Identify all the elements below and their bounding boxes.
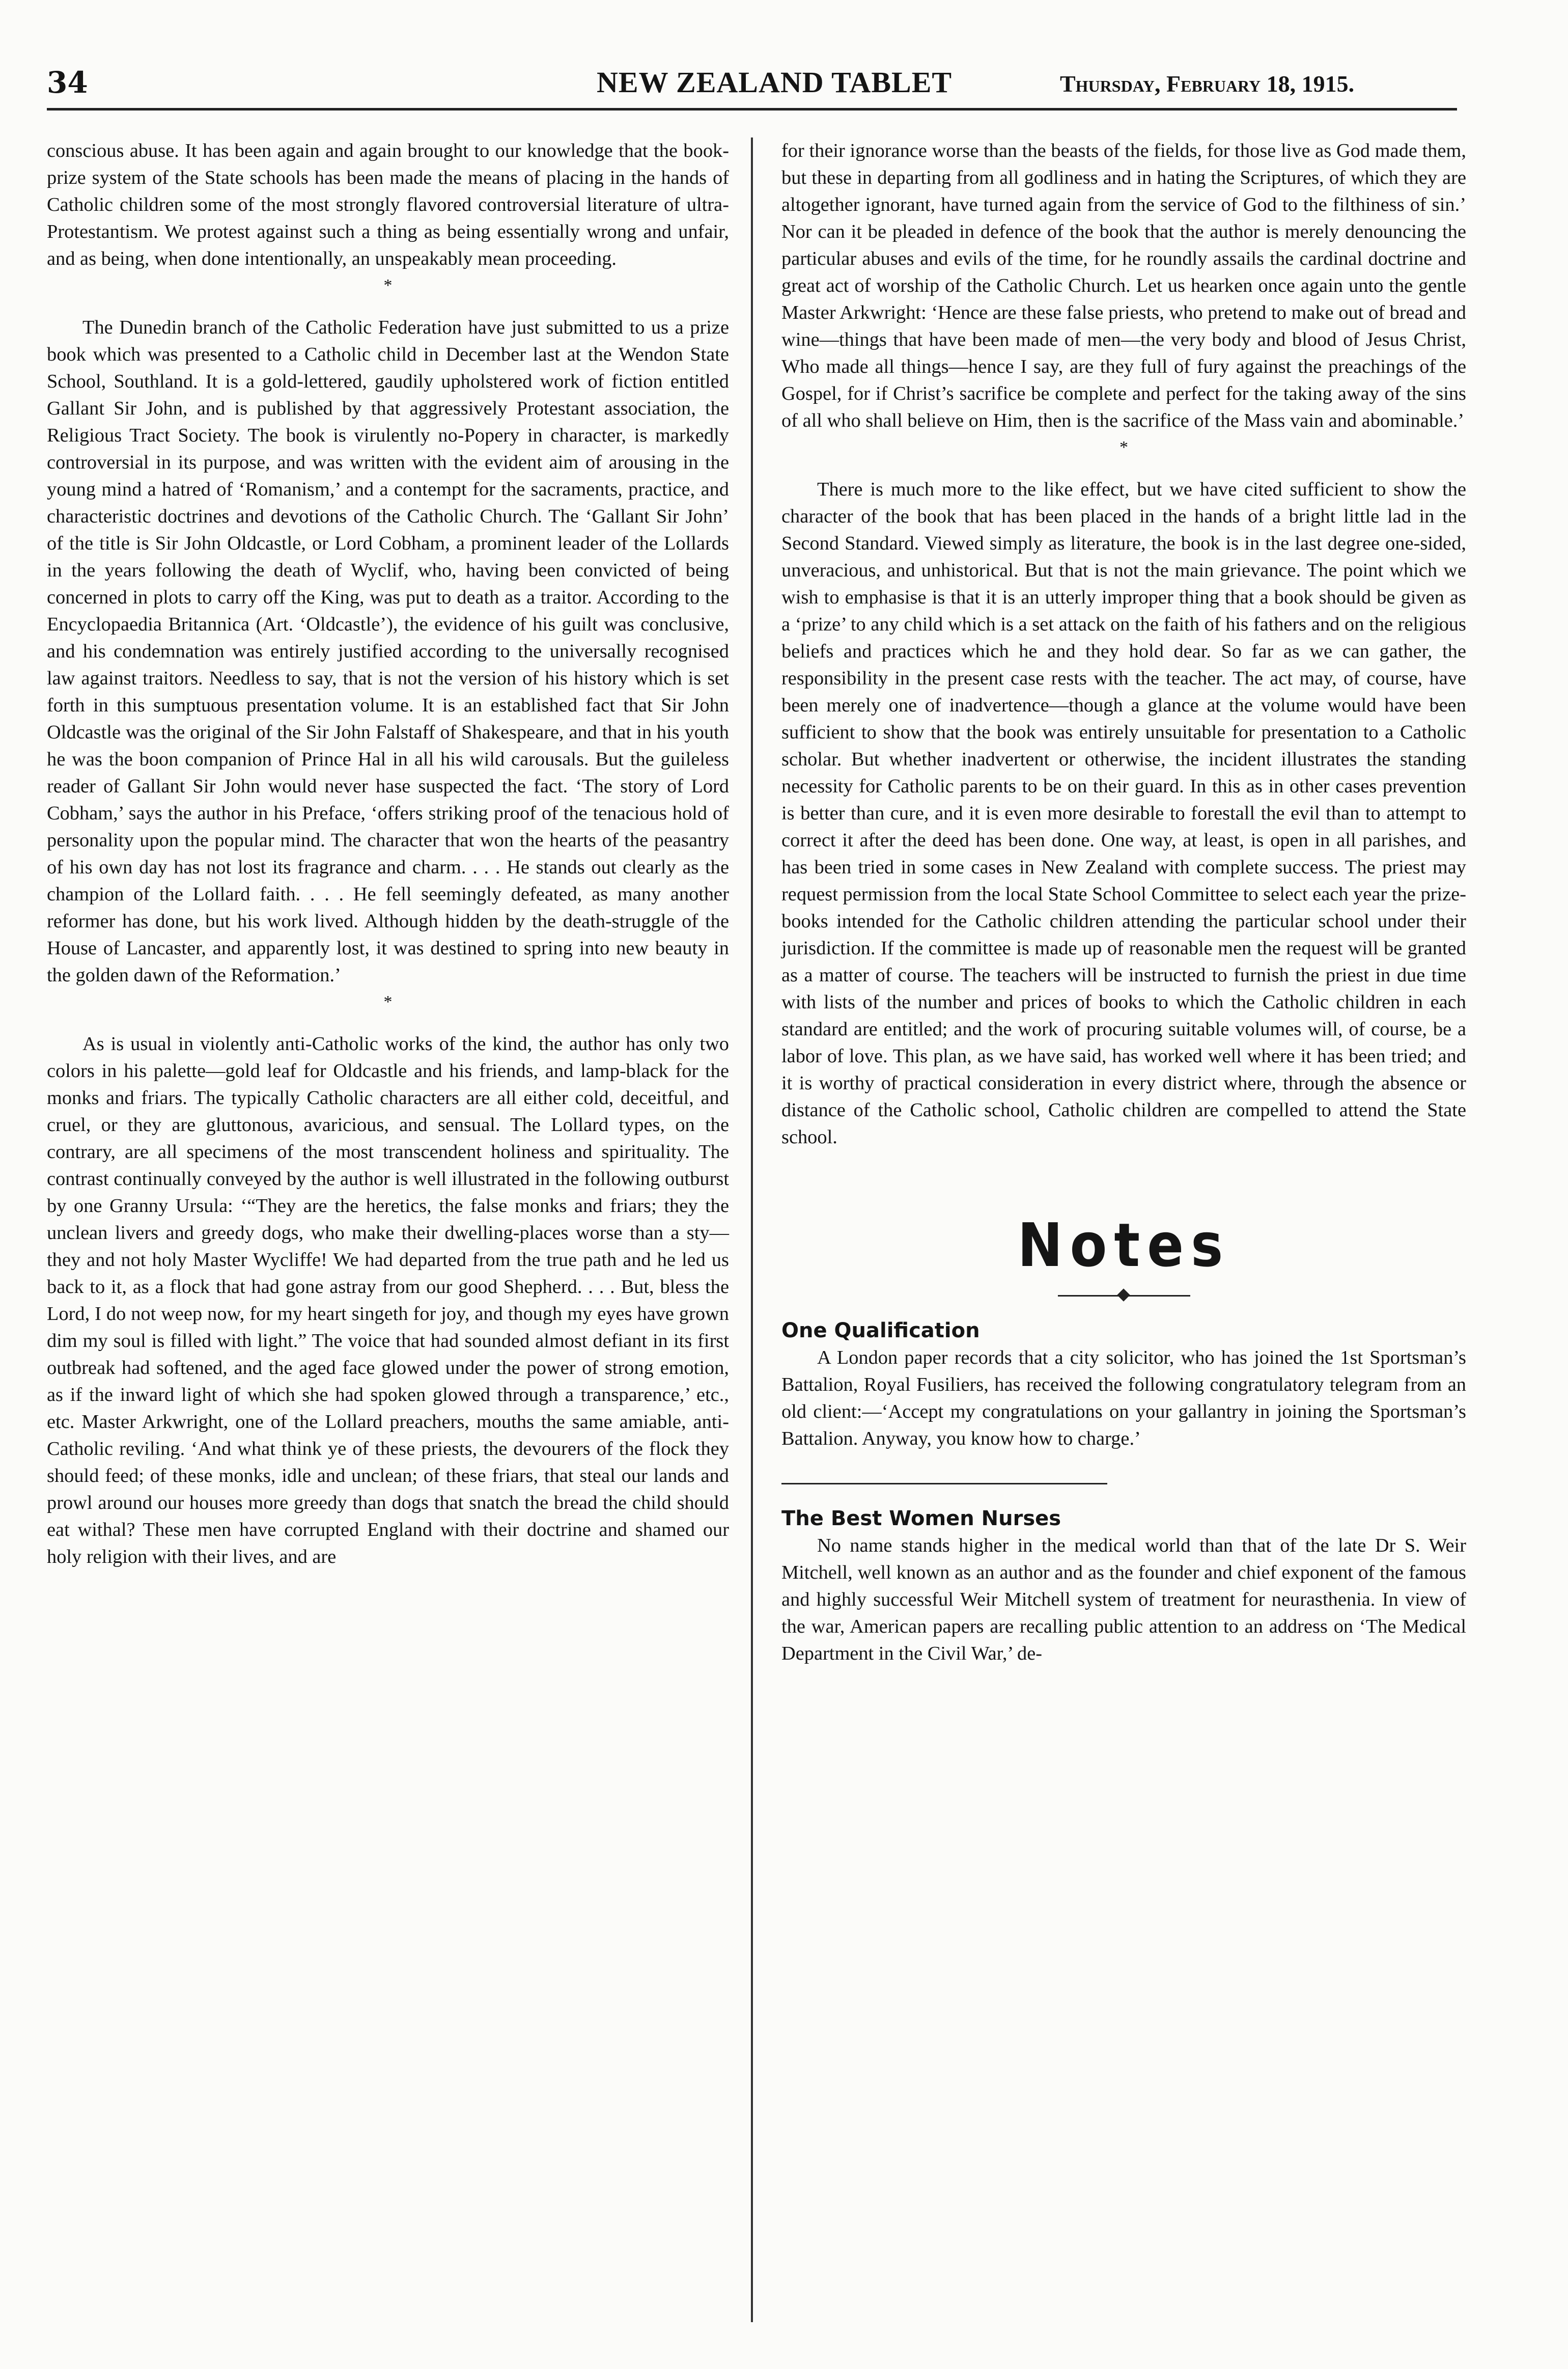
column-rule: [751, 137, 753, 2322]
article-paragraph: conscious abuse. It has been again and again brought to our knowledge that the book-prize system of the State schools has been made the means of placing in the hands of Catholic children some of the most strongly flavored controversial literature of ultra-Protestantism. We protest against such a thing as being essentially wrong and unfair, and as being, when done intentionally, an unspeakably mean proceeding.: [47, 140, 729, 269]
note-paragraph: No name stands higher in the medical world than that of the late Dr S. Weir Mitchell, well known as an author and as the founder and chief exponent of the famous and highly successful Weir Mitchell system of treatment for neurasthenia. In view of the war, American papers are recalling public attention to an address on ‘The Medical Department in the Civil War,’ de-: [781, 1535, 1466, 1664]
note-paragraph: A London paper records that a city solicitor, who has joined the 1st Sportsman’s Battalion, Royal Fusiliers, has received the following congratulatory telegram from an old client:—‘Accept my congratulations on your gallantry in joining the Sportsman’s Battalion. Anyway, you know how to charge.’: [781, 1347, 1466, 1449]
notes-heading: Notes: [1017, 1210, 1230, 1280]
page-number: 34: [47, 65, 88, 100]
page-header: [47, 61, 1457, 107]
ornament-rule-icon: [1058, 1289, 1190, 1302]
issue-dateline: Thursday, February 18, 1915.: [1060, 71, 1355, 97]
header-rule: [47, 108, 1457, 111]
article-paragraph: As is usual in violently anti-Catholic works of the kind, the author has only two colors in his palette—gold leaf for Oldcastle and his friends, and lamp-black for the monks and friars. The typically Catholic characters are all either cold, deceitful, and cruel, or they are gluttonous, avaricious, and sensual. The Lollard types, on the contrary, are all specimens of the most transcendent holiness and spirituality. The contrast continually conveyed by the author is well illustrated in the following outburst by one Granny Ursula: ‘“They are the heretics, the false monks and friars; they the unclean livers and greedy dogs, who make their dwelling-places worse than a sty—they and not holy Master Wycliffe! We had departed from the true path and he led us back to it, as a flock that had gone astray from our good Shepherd. . . . But, bless the Lord, I do not weep now, for my heart singeth for joy, and though my eyes have grown dim my soul is filled with light.” The voice that had sounded almost defiant in its first outbreak had softened, and the aged face glowed under the power of strong emotion, as if the inward light of which she had spoken glowed through a transparence,’ etc., etc. Master Arkwright, one of the Lollard preachers, mouths the same amiable, anti-Catholic reviling. ‘And what think ye of these priests, the devourers of the flock they should feed; of these monks, idle and unclean; of these friars, that steal our lands and prowl around our houses more greedy than dogs that snatch the bread the child should eat withal? These men have corrupted England with their doctrine and shamed our holy religion with their lives, and are: [47, 1033, 729, 1567]
section-separator: *: [383, 993, 393, 1011]
section-separator: *: [383, 276, 393, 295]
right-column: [781, 137, 1466, 1667]
article-paragraph: The Dunedin branch of the Catholic Federation have just submitted to us a prize book which was presented to a Catholic child in December last at the Wendon State School, Southland. It is a gold-lettered, gaudily upholstered work of fiction entitled Gallant Sir John, and is published by that aggressively Protestant association, the Religious Tract Society. The book is virulently no-Popery in character, is markedly controversial in its purpose, and was written with the evident aim of arousing in the young mind a hatred of ‘Romanism,’ and a contempt for the sacraments, practice, and characteristic doctrines and devotions of the Catholic Church. The ‘Gallant Sir John’ of the title is Sir John Oldcastle, or Lord Cobham, a prominent leader of the Lollards in the years following the death of Wyclif, who, having been convicted of being concerned in plots to carry off the King, was put to death as a traitor. According to the Encyclopaedia Britannica (Art. ‘Oldcastle’), the evidence of his guilt was conclusive, and his condemnation was entirely justified according to the universally recognised law against traitors. Needless to say, that is not the version of his history which is set forth in this sumptuous presentation volume. It is an established fact that Sir John Oldcastle was the original of the Sir John Falstaff of Shakespeare, and that in his youth he was the boon companion of Prince Hal in all his wild carousals. But the guileless reader of Gallant Sir John would never hase suspected the fact. ‘The story of Lord Cobham,’ says the author in his Preface, ‘offers striking proof of the tenacious hold of personality upon the popular mind. The character that won the hearts of the peasantry of his own day has not lost its fragrance and charm. . . . He stands out clearly as the champion of the Lollard faith. . . . He fell seemingly defeated, as many another reformer has done, but his work lived. Although hidden by the death-struggle of the House of Lancaster, and apparently lost, it was destined to spring into new beauty in the golden dawn of the Reformation.’: [47, 317, 729, 986]
masthead-title: NEW ZEALAND TABLET: [597, 66, 953, 99]
section-separator: *: [1119, 438, 1128, 457]
left-column: [47, 137, 729, 1571]
notes-section-header: [781, 1212, 1466, 1302]
note-divider: [781, 1483, 1107, 1484]
note-subheading: One Qualification: [781, 1319, 980, 1342]
article-paragraph: for their ignorance worse than the beasts of the fields, for those live as God made them, but these in departing from all godliness and in hating the Scriptures, of which they are altogether ignorant, have turned again from the service of God to the filthiness of sin.’ Nor can it be pleaded in defence of the book that the author is merely denouncing the particular abuses and evils of the time, for he roundly assails the cardinal doctrine and great act of worship of the Catholic Church. Let us hearken once again unto the gentle Master Arkwright: ‘Hence are these false priests, who pretend to make out of bread and wine—things that have been made of men—the very body and blood of Jesus Christ, Who made all things—hence I say, are they full of fury against the preachings of the Gospel, for if Christ’s sacrifice be complete and perfect for the taking away of the sins of all who shall believe on Him, then is the sacrifice of the Mass vain and abominable.’: [781, 140, 1466, 431]
note-subheading: The Best Women Nurses: [781, 1507, 1061, 1530]
article-paragraph: There is much more to the like effect, but we have cited sufficient to show the character of the book that has been placed in the hands of a bright little lad in the Second Standard. Viewed simply as literature, the book is in the last degree one-sided, unveracious, and unhistorical. But that is not the main grievance. The point which we wish to emphasise is that it is an utterly improper thing that a book should be given as a ‘prize’ to any child which is a set attack on the faith of his fathers and on the religious beliefs and practices which he and they hold dear. So far as we can gather, the responsibility in the present case rests with the teacher. The act may, of course, have been merely one of inadvertence—though a glance at the volume would have been sufficient to show that the book was entirely unsuitable for presentation to a Catholic scholar. But whether inadvertent or otherwise, the incident illustrates the standing necessity for Catholic parents to be on their guard. In this as in other cases prevention is better than cure, and it is even more desirable to forestall the evil than to attempt to correct it after the deed has been done. One way, at least, is open in all parishes, and has been tried in some cases in New Zealand with complete success. The priest may request permission from the local State School Committee to select each year the prize-books intended for the Catholic children attending the particular school under their jurisdiction. If the committee is made up of reasonable men the request will be granted as a matter of course. The teachers will be instructed to furnish the priest in due time with lists of the number and prices of books to which the Catholic children in each standard are entitled; and the work of procuring suitable volumes will, of course, be a labor of love. This plan, as we have said, has worked well where it has been tried; and it is worthy of practical consideration in every district where, through the absence or distance of the Catholic school, Catholic children are compelled to attend the State school.: [781, 479, 1466, 1148]
